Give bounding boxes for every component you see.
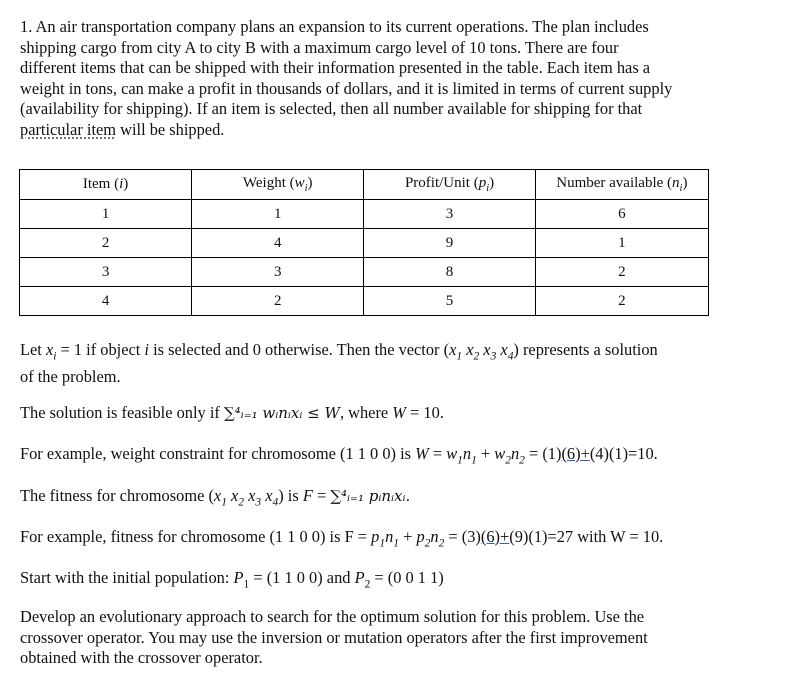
fitness-sum-formula: ∑⁴ᵢ₌₁ pᵢnᵢxᵢ. [330, 487, 411, 505]
hyperlinked-text[interactable]: (6)+ [561, 444, 590, 463]
table-row [20, 258, 709, 287]
table-cell: 2 [535, 258, 708, 287]
table-row [20, 287, 709, 316]
items-table [19, 169, 709, 316]
table-cell: 3 [364, 200, 535, 229]
header-profit: Profit/Unit $(p_i)$ [364, 170, 535, 200]
fitness-paragraph: The fitness for chromosome ($x_1$ $x_2$ $x_3$ $x_4$) is F = ∑⁴ᵢ₌₁ pᵢnᵢxᵢ. [20, 486, 411, 509]
table-row [20, 200, 709, 229]
table-cell: 3 [192, 258, 364, 287]
table-cell: 1 [192, 200, 364, 229]
table-header-row [20, 170, 709, 200]
feasibility-paragraph: The solution is feasible only if ∑⁴ᵢ₌₁ wᵢnᵢxᵢ ≤ W, where W = 10. [20, 403, 444, 422]
table-cell: 4 [20, 287, 192, 316]
spellcheck-underlined-text: particular item [20, 119, 117, 139]
problem-line: weight in tons, can make a profit in thousands of dollars, and it is limited in terms of current supply [20, 78, 673, 98]
problem-line: different items that can be shipped with their information presented in the table. Each item has a [20, 58, 651, 78]
task-paragraph: Develop an evolutionary approach to search for the optimum solution for this problem. Use the crossover operator. You may use the inversion or mutation operators after the first improvement obtained with the crossover operator. [20, 607, 648, 668]
problem-statement [20, 17, 712, 141]
table-cell: 2 [192, 287, 364, 316]
decision-variable-paragraph: Let $x_i = 1$ if object i is selected and 0 otherwise. Then the vector ($x_1$ $x_2$ $x_3$ $x_4$) represents a solution of the problem. [20, 340, 658, 386]
table-row [20, 229, 709, 258]
table-cell: 6 [535, 200, 708, 229]
problem-line: 1. An air transportation company plans an expansion to its current operations. The plan includes [20, 17, 649, 36]
hyperlinked-text[interactable]: (6)+ [480, 527, 510, 546]
table-cell: 4 [192, 229, 364, 258]
problem-line: will be shipped. [116, 119, 225, 139]
table-cell: 9 [364, 229, 535, 258]
header-weight: Weight $(w_i)$ [192, 170, 364, 200]
weight-sum-formula: ∑⁴ᵢ₌₁ wᵢnᵢxᵢ ≤ W [223, 404, 340, 422]
table-cell: 1 [20, 200, 192, 229]
header-available: Number available $(n_i)$ [535, 170, 708, 200]
header-item: Item (i) [20, 170, 192, 200]
weight-example-paragraph: For example, weight constraint for chromosome (1 1 0 0) is $W = w_1n_1 + w_2n_2 = (1)(6)+(4)(1)=10$. [20, 444, 658, 467]
table-cell: 8 [364, 258, 535, 287]
initial-population-paragraph: Start with the initial population: $P_1 = (1$ 1 0 0) and $P_2 = (0$ 0 1 1) [20, 568, 444, 591]
table-cell: 2 [535, 287, 708, 316]
table-cell: 3 [20, 258, 192, 287]
table-cell: 5 [364, 287, 535, 316]
problem-line: shipping cargo from city A to city B with a maximum cargo level of 10 tons. There are four [20, 37, 619, 57]
table-cell: 2 [20, 229, 192, 258]
problem-line: (availability for shipping). If an item is selected, then all number available for shipping for that [20, 99, 643, 119]
fitness-example-paragraph: For example, fitness for chromosome (1 1 0 0) is $F = p_1n_1 + p_2n_2 = (3)(6)+(9)(1)=27$ with W = 10. [20, 527, 664, 550]
table-cell: 1 [535, 229, 708, 258]
